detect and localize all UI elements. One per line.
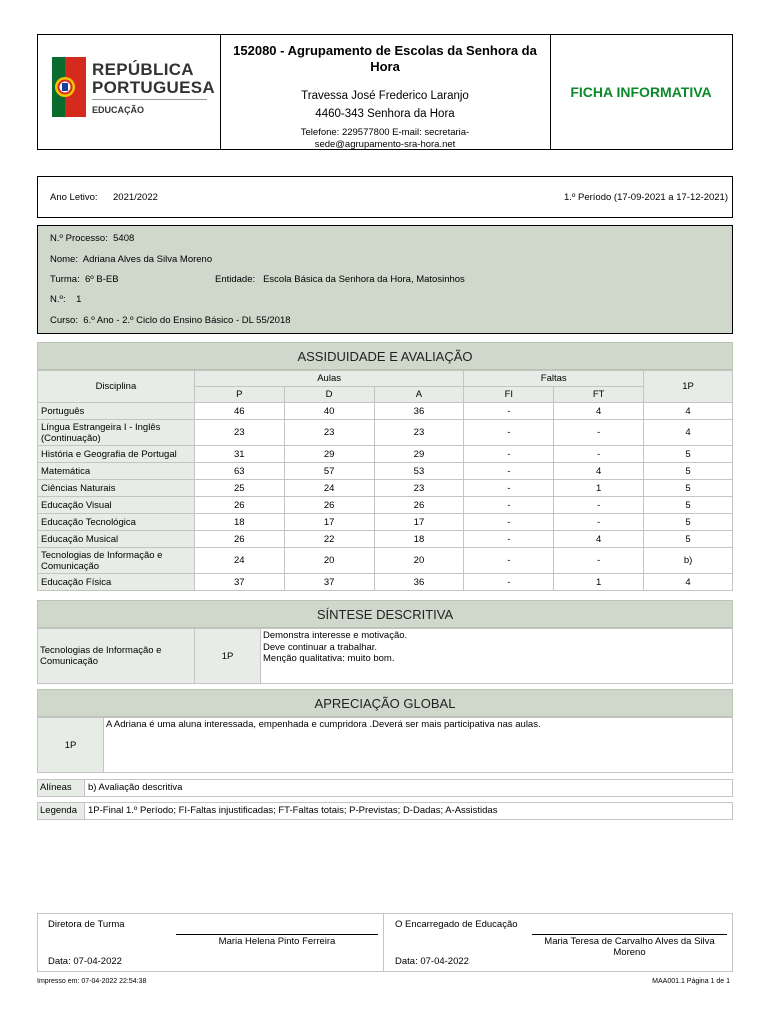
legenda-row: [37, 802, 733, 820]
table-row: [38, 497, 733, 514]
cell-name: Educação Musical: [38, 531, 195, 548]
fi-header: FI: [464, 387, 554, 403]
cell-name: História e Geografia de Portugal: [38, 446, 195, 463]
cell-grade: 5: [644, 514, 733, 531]
cell-p: 18: [194, 514, 284, 531]
cell-a: 53: [374, 463, 464, 480]
cell-d: 20: [284, 548, 374, 574]
cell-a: 26: [374, 497, 464, 514]
alineas-row: [37, 779, 733, 797]
school-year-row: [37, 176, 733, 218]
school-address1: Travessa José Frederico Laranjo: [301, 90, 469, 102]
cell-grade: 5: [644, 531, 733, 548]
cell-grade: 4: [644, 403, 733, 420]
cell-d: 17: [284, 514, 374, 531]
global-title: APRECIAÇÃO GLOBAL: [37, 689, 733, 717]
cell-a: 36: [374, 574, 464, 591]
class-value: 6º B-EB: [85, 274, 119, 285]
cell-fi: -: [464, 403, 554, 420]
cell-p: 31: [194, 446, 284, 463]
p-header: P: [194, 387, 284, 403]
cell-a: 18: [374, 531, 464, 548]
guardian-title: O Encarregado de Educação: [395, 919, 518, 930]
signatures: [37, 913, 733, 972]
table-row: [38, 548, 733, 574]
cell-a: 23: [374, 420, 464, 446]
process-row: N.º Processo: 5408: [50, 233, 135, 244]
cell-grade: 4: [644, 574, 733, 591]
cell-fi: -: [464, 497, 554, 514]
cell-a: 17: [374, 514, 464, 531]
attendance-title: ASSIDUIDADE E AVALIAÇÃO: [37, 342, 733, 370]
process-number: 5408: [113, 233, 135, 244]
table-row: [38, 574, 733, 591]
cell-ft: -: [554, 548, 644, 574]
cell-ft: -: [554, 497, 644, 514]
cell-name: Português: [38, 403, 195, 420]
cell-p: 37: [194, 574, 284, 591]
signature-guardian: [384, 914, 732, 971]
school-name: 152080 - Agrupamento de Escolas da Senhora da Hora: [233, 43, 537, 74]
table-row: [38, 463, 733, 480]
year-label: Ano Letivo:: [50, 192, 98, 203]
cell-ft: -: [554, 514, 644, 531]
cell-name: Ciências Naturais: [38, 480, 195, 497]
cell-grade: 4: [644, 420, 733, 446]
guardian-date: Data: 07-04-2022: [395, 956, 469, 967]
table-row: [38, 514, 733, 531]
synthesis-period: 1P: [195, 629, 261, 683]
logo-text: REPÚBLICA PORTUGUESA: [92, 60, 215, 97]
cell-a: 20: [374, 548, 464, 574]
legenda-value: 1P-Final 1.º Período; FI-Faltas injustificadas; FT-Faltas totais; P-Previstas; D-Dadas; A-Assistidas: [88, 805, 498, 816]
entity-row: Entidade: Escola Básica da Senhora da Hora, Matosinhos: [215, 274, 465, 285]
cell-name: Educação Física: [38, 574, 195, 591]
class-row: Turma: 6º B-EB: [50, 274, 119, 285]
cell-grade: 5: [644, 446, 733, 463]
school-contact: Telefone: 229577800 E-mail: secretaria-sede@agrupamento-sra-hora.net: [300, 127, 470, 150]
cell-grade: b): [644, 548, 733, 574]
cell-name: Educação Visual: [38, 497, 195, 514]
discipline-header: Disciplina: [38, 371, 195, 403]
student-info: [37, 225, 733, 334]
doc-title-area: [550, 35, 732, 149]
cell-grade: 5: [644, 497, 733, 514]
cell-a: 23: [374, 480, 464, 497]
a-header: A: [374, 387, 464, 403]
signature-teacher: [38, 914, 384, 971]
cell-p: 23: [194, 420, 284, 446]
global-row: [37, 717, 733, 773]
number-row: N.º: 1: [50, 294, 82, 305]
cell-d: 23: [284, 420, 374, 446]
cell-fi: -: [464, 420, 554, 446]
logo-divider: [92, 99, 207, 100]
course-row: Curso: 6.º Ano - 2.º Ciclo do Ensino Básico - DL 55/2018: [50, 315, 291, 326]
cell-fi: -: [464, 531, 554, 548]
grade-header: 1P: [644, 371, 733, 403]
cell-fi: -: [464, 480, 554, 497]
global-period: 1P: [38, 718, 104, 772]
cell-p: 63: [194, 463, 284, 480]
logo-subtext: EDUCAÇÃO: [92, 105, 145, 115]
student-name: Adriana Alves da Silva Moreno: [82, 254, 213, 265]
cell-ft: -: [554, 446, 644, 463]
cell-ft: 4: [554, 531, 644, 548]
period-value: 1.º Período (17-09-2021 a 17-12-2021): [563, 192, 728, 203]
doc-title: FICHA INFORMATIVA: [570, 84, 712, 100]
cell-fi: -: [464, 548, 554, 574]
cell-fi: -: [464, 574, 554, 591]
document-header: [37, 34, 733, 150]
teacher-title: Diretora de Turma: [48, 919, 125, 930]
cell-d: 26: [284, 497, 374, 514]
alineas-label: Alíneas: [38, 780, 85, 796]
cell-ft: 1: [554, 574, 644, 591]
table-row: [38, 480, 733, 497]
cell-ft: 4: [554, 463, 644, 480]
printed-timestamp: Impresso em: 07-04-2022 22:54:38: [37, 978, 147, 985]
cell-ft: 1: [554, 480, 644, 497]
cell-name: Tecnologias de Informação e Comunicação: [38, 548, 195, 574]
cell-d: 40: [284, 403, 374, 420]
cell-d: 29: [284, 446, 374, 463]
cell-d: 37: [284, 574, 374, 591]
cell-fi: -: [464, 514, 554, 531]
guardian-name: Maria Teresa de Carvalho Alves da Silva Moreno: [532, 934, 727, 958]
entity-value: Escola Básica da Senhora da Hora, Matosinhos: [263, 274, 465, 285]
synthesis-title: SÍNTESE DESCRITIVA: [37, 600, 733, 628]
student-number: 1: [76, 294, 82, 305]
cell-d: 57: [284, 463, 374, 480]
cell-name: Matemática: [38, 463, 195, 480]
cell-ft: 4: [554, 403, 644, 420]
cell-name: Educação Tecnológica: [38, 514, 195, 531]
school-info: [220, 35, 551, 149]
table-row: [38, 403, 733, 420]
synthesis-row: [37, 628, 733, 684]
cell-d: 22: [284, 531, 374, 548]
logo-area: [38, 35, 221, 149]
cell-grade: 5: [644, 480, 733, 497]
cell-a: 29: [374, 446, 464, 463]
table-row: [38, 446, 733, 463]
school-address2: 4460-343 Senhora da Hora: [315, 108, 455, 120]
cell-grade: 5: [644, 463, 733, 480]
cell-fi: -: [464, 463, 554, 480]
faltas-header: Faltas: [464, 371, 644, 387]
cell-a: 36: [374, 403, 464, 420]
table-row: [38, 531, 733, 548]
republic-emblem-icon: [52, 57, 86, 117]
table-row: [38, 420, 733, 446]
cell-p: 25: [194, 480, 284, 497]
cell-d: 24: [284, 480, 374, 497]
year-value: 2021/2022: [113, 192, 158, 203]
teacher-date: Data: 07-04-2022: [48, 956, 122, 967]
course-value: 6.º Ano - 2.º Ciclo do Ensino Básico - DL 55/2018: [83, 315, 291, 326]
aulas-header: Aulas: [194, 371, 464, 387]
synthesis-discipline: Tecnologias de Informação e Comunicação: [38, 629, 195, 683]
cell-ft: -: [554, 420, 644, 446]
legenda-label: Legenda: [38, 803, 85, 819]
alineas-value: b) Avaliação descritiva: [88, 782, 183, 793]
cell-p: 26: [194, 497, 284, 514]
cell-p: 46: [194, 403, 284, 420]
ft-header: FT: [554, 387, 644, 403]
d-header: D: [284, 387, 374, 403]
cell-p: 24: [194, 548, 284, 574]
synthesis-text: Demonstra interesse e motivação. Deve continuar a trabalhar. Menção qualitativa: muito bom.: [263, 630, 408, 664]
teacher-name: Maria Helena Pinto Ferreira: [176, 934, 378, 947]
global-text: A Adriana é uma aluna interessada, empenhada e cumpridora .Deverá ser mais participativa nas aulas.: [106, 719, 541, 730]
attendance-table: [37, 370, 733, 591]
cell-p: 26: [194, 531, 284, 548]
name-row: Nome: Adriana Alves da Silva Moreno: [50, 254, 213, 265]
cell-name: Língua Estrangeira I - Inglês (Continuação): [38, 420, 195, 446]
cell-fi: -: [464, 446, 554, 463]
page-number: MAA001.1 Página 1 de 1: [652, 978, 730, 985]
